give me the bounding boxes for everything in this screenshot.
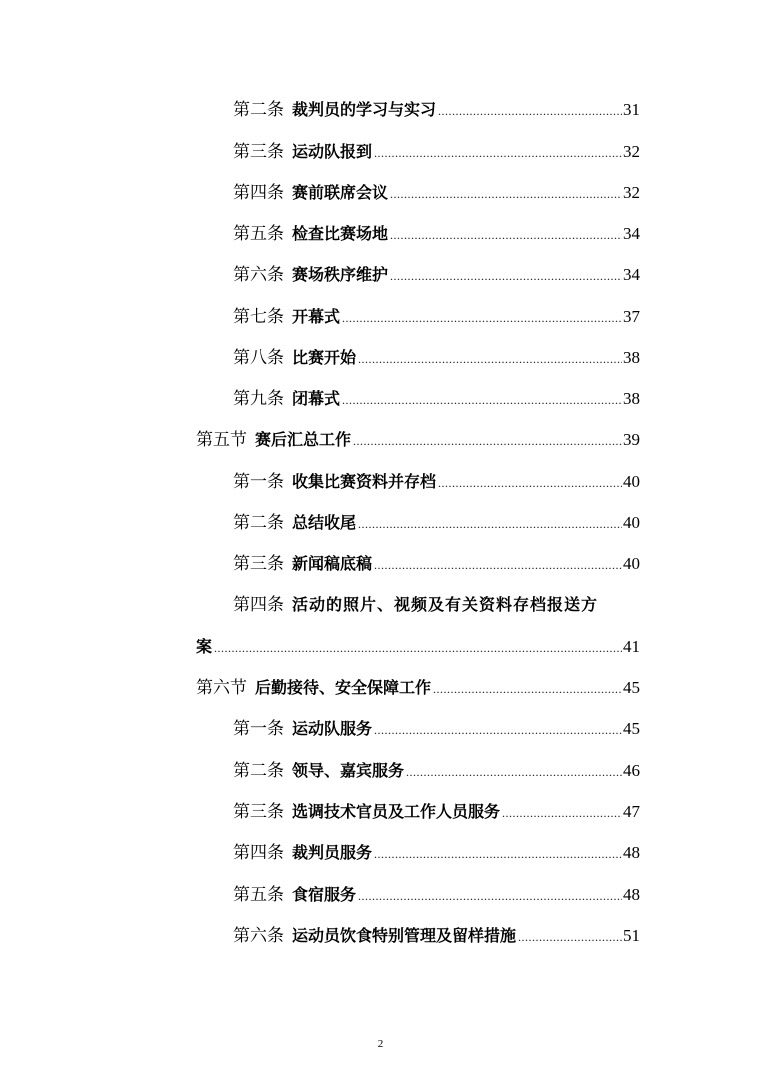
dot-leader [390,261,622,291]
toc-entry-page: 38 [623,348,640,367]
dot-leader [374,138,622,168]
dot-leader [374,839,622,869]
dot-leader [406,757,622,787]
dot-leader [374,550,622,580]
toc-entry[interactable] [233,797,640,827]
toc-entry[interactable] [233,549,640,579]
toc-entry[interactable] [233,714,640,744]
dot-leader [390,220,622,250]
toc-entry-label: 第三条 [233,802,284,822]
toc-entry-page: 45 [623,678,640,697]
toc-entry-continuation[interactable] [196,632,640,662]
toc-entry-title: 收集比赛资料并存档 [292,472,437,491]
dot-leader [502,798,622,828]
toc-entry-label: 第一条 [233,472,284,492]
toc-entry-label: 第五节 [196,430,247,450]
toc-entry-title: 检查比赛场地 [292,224,389,243]
toc-entry[interactable] [233,219,640,249]
toc-entry-title: 活动的照片、视频及有关资料存档报送方 [292,595,599,614]
toc-entry[interactable] [233,302,640,332]
toc-entry-page: 32 [623,142,640,161]
toc-entry-title: 选调技术官员及工作人员服务 [292,802,501,821]
toc-entry[interactable] [233,756,640,786]
toc-entry-page: 34 [623,265,640,284]
toc-entry-page: 46 [623,761,640,780]
toc-entry-page: 37 [623,307,640,326]
toc-entry[interactable] [233,343,640,373]
toc-entry-label: 第六条 [233,265,284,285]
toc-entry-page: 45 [623,719,640,738]
toc-entry-label: 第二条 [233,100,284,120]
dot-leader [342,303,622,333]
dot-leader [438,468,622,498]
toc-entry-label: 第五条 [233,885,284,905]
toc-entry-label: 第九条 [233,389,284,409]
toc-entry-page: 38 [623,389,640,408]
toc-entry-page: 41 [623,637,640,656]
toc-section-entry[interactable] [196,425,640,455]
toc-entry[interactable] [233,590,640,620]
dot-leader [353,426,622,456]
toc-entry-title: 总结收尾 [292,513,357,532]
toc-entry-title: 赛前联席会议 [292,183,389,202]
toc-entry-title: 闭幕式 [292,389,341,408]
toc-entry-page: 40 [623,472,640,491]
toc-entry-label: 第二条 [233,513,284,533]
toc-entry[interactable] [233,137,640,167]
toc-entry-page: 40 [623,554,640,573]
toc-entry-page: 51 [623,926,640,945]
toc-entry-label: 第四条 [233,183,284,203]
toc-entry-label: 第二条 [233,761,284,781]
toc-entry-title: 领导、嘉宾服务 [292,761,405,780]
toc-entry-label: 第四条 [233,843,284,863]
dot-leader [214,633,622,663]
dot-leader [438,96,622,126]
toc-entry-title: 赛后汇总工作 [255,430,352,449]
toc-entry-page: 48 [623,843,640,862]
toc-entry-title: 赛场秩序维护 [292,265,389,284]
toc-entry-page: 31 [623,100,640,119]
toc-entry-page: 40 [623,513,640,532]
toc-entry[interactable] [233,880,640,910]
toc-entry[interactable] [233,921,640,951]
toc-entry-title: 案 [196,637,213,656]
page-number: 2 [377,1038,384,1050]
toc-entry-title: 比赛开始 [292,348,357,367]
dot-leader [390,179,622,209]
toc-entry-page: 47 [623,802,640,821]
toc-entry-title: 裁判员的学习与实习 [292,100,437,119]
toc-entry[interactable] [233,260,640,290]
toc-entry-title: 运动队服务 [292,719,373,738]
toc-entry[interactable] [233,838,640,868]
toc-entry-title: 开幕式 [292,307,341,326]
dot-leader [518,922,622,952]
dot-leader [374,715,622,745]
toc-entry-title: 运动员饮食特别管理及留样措施 [292,926,517,945]
toc-entry-title: 裁判员服务 [292,843,373,862]
toc-entry[interactable] [233,384,640,414]
toc-entry-page: 48 [623,885,640,904]
dot-leader [433,674,622,704]
dot-leader [358,509,622,539]
toc-entry-title: 食宿服务 [292,885,357,904]
toc-entry[interactable] [233,95,640,125]
toc-entry-title: 新闻稿底稿 [292,554,373,573]
toc-entry-title: 后勤接待、安全保障工作 [255,678,432,697]
toc-entry-label: 第八条 [233,348,284,368]
toc-entry-page: 39 [623,430,640,449]
toc-entry-label: 第五条 [233,224,284,244]
toc-entry-label: 第四条 [233,595,284,615]
toc-entry-label: 第三条 [233,554,284,574]
dot-leader [358,881,622,911]
toc-section-entry[interactable] [196,673,640,703]
toc-entry-page: 34 [623,224,640,243]
toc-entry-page: 32 [623,183,640,202]
toc-entry-label: 第一条 [233,719,284,739]
toc-entry[interactable] [233,178,640,208]
dot-leader [342,385,622,415]
dot-leader [358,344,622,374]
toc-entry[interactable] [233,508,640,538]
toc-entry-title: 运动队报到 [292,142,373,161]
toc-entry-label: 第七条 [233,307,284,327]
toc-entry-label: 第三条 [233,142,284,162]
toc-entry-label: 第六条 [233,926,284,946]
toc-entry-label: 第六节 [196,678,247,698]
toc-entry[interactable] [233,467,640,497]
